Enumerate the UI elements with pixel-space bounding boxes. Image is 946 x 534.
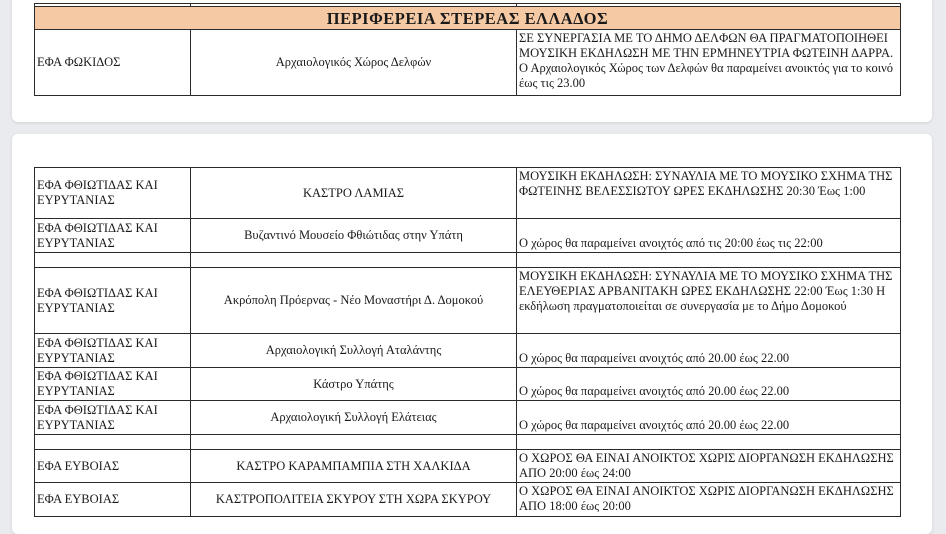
- note-cell: ΜΟΥΣΙΚΗ ΕΚΔΗΛΩΣΗ: ΣΥΝΑΥΛΙΑ ΜΕ ΤΟ ΜΟΥΣΙΚΟ ΣΧΗΜΑ ΤΗΣ ΕΛΕΥΘΕΡΙΑΣ ΑΡΒΑΝΙΤΑΚΗ ΩΡΕΣ ΕΚΔΗΛΩΣΗΣ 22:00 Έως 1:30 Η εκδήλωση πραγματοποιείται σε συνεργασία με το Δήμο Δομοκού: [517, 268, 901, 334]
- region-header-row: [35, 7, 901, 30]
- region-title: ΠΕΡΙΦΕΡΕΙΑ ΣΤΕΡΕΑΣ ΕΛΛΑΔΟΣ: [35, 7, 901, 30]
- place-cell: Αρχαιολογική Συλλογή Ελάτειας: [191, 401, 517, 435]
- efa-cell: ΕΦΑ ΦΘΙΩΤΙΔΑΣ ΚΑΙ ΕΥΡΥΤΑΝΙΑΣ: [35, 401, 191, 435]
- note-cell: Ο χώρος θα παραμείνει ανοιχτός από 20.00 έως 22.00: [517, 368, 901, 401]
- note-cell: Ο ΧΩΡΟΣ ΘΑ ΕΙΝΑΙ ΑΝΟΙΚΤΟΣ ΧΩΡΙΣ ΔΙΟΡΓΑΝΩΣΗ ΕΚΔΗΛΩΣΗΣ ΑΠΟ 20:00 έως 24:00: [517, 450, 901, 483]
- place-cell: Αρχαιολογική Συλλογή Αταλάντης: [191, 334, 517, 368]
- place-cell: Βυζαντινό Μουσείο Φθιώτιδας στην Υπάτη: [191, 219, 517, 253]
- place-cell: Κάστρο Υπάτης: [191, 368, 517, 401]
- note-cell: Ο ΧΩΡΟΣ ΘΑ ΕΙΝΑΙ ΑΝΟΙΚΤΟΣ ΧΩΡΙΣ ΔΙΟΡΓΑΝΩΣΗ ΕΚΔΗΛΩΣΗΣ ΑΠΟ 18:00 έως 20:00: [517, 483, 901, 517]
- efa-cell: ΕΦΑ ΦΘΙΩΤΙΔΑΣ ΚΑΙ ΕΥΡΥΤΑΝΙΑΣ: [35, 334, 191, 368]
- schedule-table-main: [34, 167, 901, 517]
- table-row: [35, 334, 901, 368]
- efa-cell: ΕΦΑ ΦΘΙΩΤΙΔΑΣ ΚΑΙ ΕΥΡΥΤΑΝΙΑΣ: [35, 219, 191, 253]
- efa-cell: ΕΦΑ ΦΘΙΩΤΙΔΑΣ ΚΑΙ ΕΥΡΥΤΑΝΙΑΣ: [35, 368, 191, 401]
- place-cell: ΚΑΣΤΡΟΠΟΛΙΤΕΙΑ ΣΚΥΡΟΥ ΣΤΗ ΧΩΡΑ ΣΚΥΡΟΥ: [191, 483, 517, 517]
- note-cell: Ο χώρος θα παραμείνει ανοιχτός από 20.00 έως 22.00: [517, 334, 901, 368]
- table-row: [35, 401, 901, 435]
- note-cell: Ο χώρος θα παραμείνει ανοιχτός από τις 20:00 έως τις 22:00: [517, 219, 901, 253]
- efa-cell: ΕΦΑ ΕΥΒΟΙΑΣ: [35, 483, 191, 517]
- efa-cell: ΕΦΑ ΕΥΒΟΙΑΣ: [35, 450, 191, 483]
- schedule-table-top: [34, 3, 901, 96]
- place-cell: Αρχαιολογικός Χώρος Δελφών: [191, 30, 517, 96]
- table-row: [35, 30, 901, 96]
- place-cell: ΚΑΣΤΡΟ ΛΑΜΙΑΣ: [191, 168, 517, 219]
- table-row: [35, 483, 901, 517]
- note-cell: ΣΕ ΣΥΝΕΡΓΑΣΙΑ ΜΕ ΤΟ ΔΗΜΟ ΔΕΛΦΩΝ ΘΑ ΠΡΑΓΜΑΤΟΠΟΙΗΘΕΙ ΜΟΥΣΙΚΗ ΕΚΔΗΛΩΣΗ ΜΕ ΤΗΝ ΕΡΜΗΝΕΥΤΡΙΑ ΦΩΤΕΙΝΗ ΔΑΡΡΑ. Ο Αρχαιολογικός Χώρος των Δελφών θα παραμείνει ανοικτός για το κοινό έως τις 23.00: [517, 30, 901, 96]
- note-cell: ΜΟΥΣΙΚΗ ΕΚΔΗΛΩΣΗ: ΣΥΝΑΥΛΙΑ ΜΕ ΤΟ ΜΟΥΣΙΚΟ ΣΧΗΜΑ ΤΗΣ ΦΩΤΕΙΝΗΣ ΒΕΛΕΣΣΙΩΤΟΥ ΩΡΕΣ ΕΚΔΗΛΩΣΗΣ 20:30 Έως 1:00: [517, 168, 901, 219]
- place-cell: ΚΑΣΤΡΟ ΚΑΡΑΜΠΑΜΠΙΑ ΣΤΗ ΧΑΛΚΙΔΑ: [191, 450, 517, 483]
- efa-cell: ΕΦΑ ΦΘΙΩΤΙΔΑΣ ΚΑΙ ΕΥΡΥΤΑΝΙΑΣ: [35, 268, 191, 334]
- efa-cell: ΕΦΑ ΦΩΚΙΔΟΣ: [35, 30, 191, 96]
- efa-cell: ΕΦΑ ΦΘΙΩΤΙΔΑΣ ΚΑΙ ΕΥΡΥΤΑΝΙΑΣ: [35, 168, 191, 219]
- table-row-blank: [35, 253, 901, 268]
- table-row: [35, 168, 901, 219]
- table-row-blank: [35, 435, 901, 450]
- table-row: [35, 219, 901, 253]
- note-cell: Ο χώρος θα παραμείνει ανοιχτός από 20.00 έως 22.00: [517, 401, 901, 435]
- table-row: [35, 450, 901, 483]
- document-card-main: [12, 134, 932, 534]
- place-cell: Ακρόπολη Πρόερνας - Νέο Μοναστήρι Δ. Δομοκού: [191, 268, 517, 334]
- document-card-top: [12, 0, 932, 122]
- table-row: [35, 268, 901, 334]
- table-row: [35, 368, 901, 401]
